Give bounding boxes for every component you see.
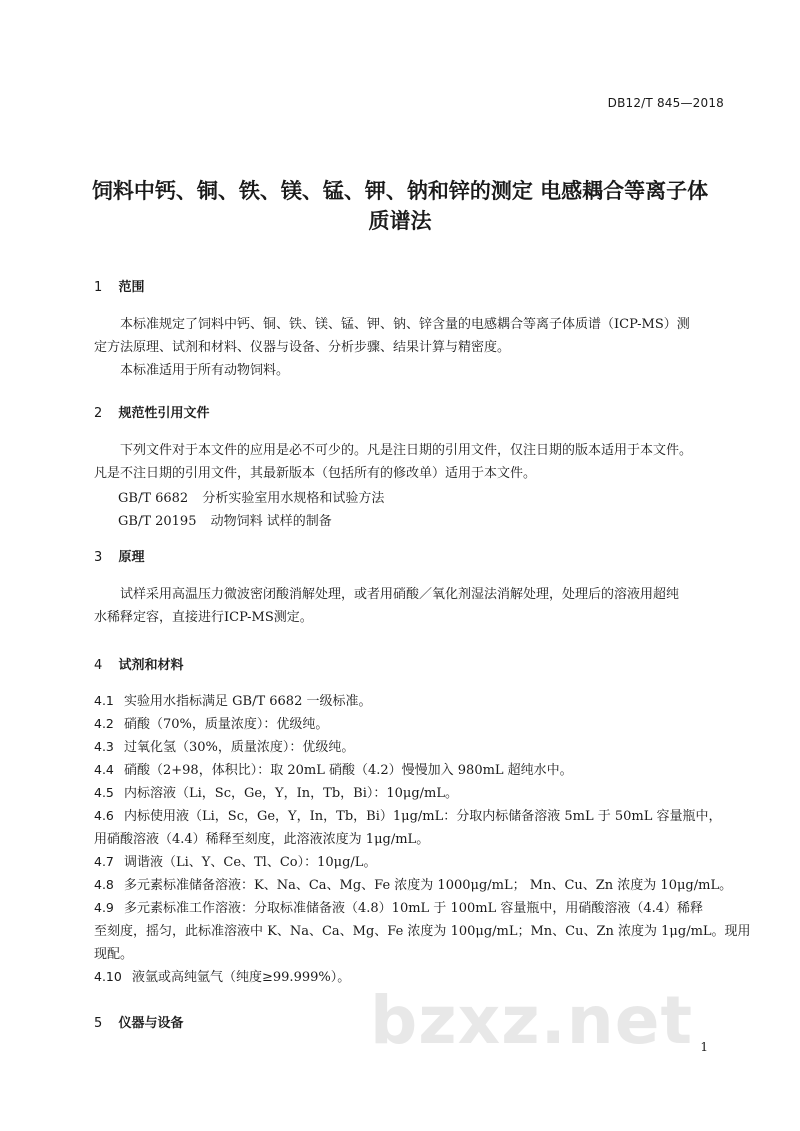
item-text: 调谐液（Li、Y、Ce、Tl、Co）：10μg/L。 (124, 855, 377, 870)
page-number: 1 (700, 1040, 708, 1054)
item-number: 4.5 (94, 785, 114, 800)
reference-title: 分析实验室用水规格和试验方法 (202, 491, 385, 506)
paragraph-line: 试样采用高温压力微波密闭酸消解处理，或者用硝酸／氧化剂湿法消解处理，处理后的溶液用超纯 (120, 587, 680, 602)
standard-code: DB12/T 845—2018 (607, 96, 724, 110)
item-text: 多元素标准工作溶液：分取标准储备液（4.8）10mL 于 100mL 容量瓶中，用硝酸溶液（4.4）稀释 (124, 901, 704, 916)
list-item (94, 712, 724, 736)
reference-code: GB/T 20195 (118, 514, 197, 529)
paragraph-line: 水稀释定容，直接进行ICP-MS测定。 (94, 610, 313, 625)
section-2-body (94, 439, 724, 485)
section-5-heading (94, 1012, 184, 1031)
item-text: 内标使用液（Li，Sc，Ge，Y，In，Tb，Bi）1μg/mL：分取内标储备溶液 5mL 于 50mL 容量瓶中， (124, 809, 722, 824)
list-item (94, 896, 751, 966)
item-text: 过氧化氢（30%，质量浓度）：优级纯。 (124, 740, 355, 755)
item-text: 多元素标准储备溶液：K、Na、Ca、Mg、Fe 浓度为 1000μg/mL； Mn、Cu、Zn 浓度为 10μg/mL。 (124, 878, 733, 893)
paragraph-line: 本标准适用于所有动物饲料。 (120, 363, 290, 378)
paragraph-line: 下列文件对于本文件的应用是必不可少的。凡是注日期的引用文件，仅注日期的版本适用于本文件。 (120, 443, 693, 458)
item-text-continued: 现配。 (94, 947, 134, 962)
item-number: 4.3 (94, 739, 114, 754)
list-item (94, 781, 724, 805)
section-title: 试剂和材料 (118, 658, 184, 673)
paragraph-line: 定方法原理、试剂和材料、仪器与设备、分析步骤、结果计算与精密度。 (94, 340, 511, 355)
item-number: 4.9 (94, 900, 114, 915)
section-title: 范围 (118, 280, 145, 295)
item-number: 4.10 (94, 969, 122, 984)
item-text: 内标溶液（Li，Sc，Ge，Y，In，Tb，Bi）：10μg/mL。 (124, 786, 459, 801)
watermark: bzxz.net (370, 982, 694, 1059)
section-1-heading (94, 276, 145, 295)
document-title (70, 176, 730, 236)
section-title: 仪器与设备 (118, 1016, 184, 1031)
paragraph-line: 本标准规定了饲料中钙、铜、铁、镁、锰、钾、钠、锌含量的电感耦合等离子体质谱（ICP-MS）测 (120, 317, 690, 332)
section-4-heading (94, 654, 184, 673)
list-item (94, 735, 724, 759)
section-3-heading (94, 546, 145, 565)
reference-code: GB/T 6682 (118, 491, 189, 506)
section-3-body (94, 583, 724, 629)
item-number: 4.4 (94, 762, 114, 777)
section-title: 原理 (118, 550, 145, 565)
item-number: 4.2 (94, 716, 114, 731)
item-number: 4.1 (94, 693, 114, 708)
item-number: 4.7 (94, 854, 114, 869)
item-text: 硝酸（2+98，体积比）：取 20mL 硝酸（4.2）慢慢加入 980mL 超纯水中。 (124, 763, 573, 778)
list-item (94, 758, 724, 782)
section-title: 规范性引用文件 (118, 406, 210, 421)
section-1-body (94, 313, 724, 382)
list-item (94, 873, 733, 897)
section-number: 1 (94, 280, 103, 295)
section-number: 5 (94, 1016, 103, 1031)
section-number: 3 (94, 550, 103, 565)
section-2-heading (94, 402, 210, 421)
section-number: 4 (94, 658, 103, 673)
item-text: 液氩或高纯氩气（纯度≥99.999%）。 (132, 970, 351, 985)
list-item (94, 850, 724, 874)
item-number: 4.8 (94, 877, 114, 892)
item-text: 硝酸（70%，质量浓度）：优级纯。 (124, 717, 329, 732)
item-number: 4.6 (94, 808, 114, 823)
title-line-2: 质谱法 (368, 209, 432, 233)
list-item (94, 689, 724, 713)
paragraph-line: 凡是不注日期的引用文件，其最新版本（包括所有的修改单）适用于本文件。 (94, 466, 537, 481)
list-item (94, 804, 724, 851)
normative-reference (118, 510, 332, 529)
title-line-1: 饲料中钙、铜、铁、镁、锰、钾、钠和锌的测定 电感耦合等离子体 (91, 179, 709, 203)
reference-title: 动物饲料 试样的制备 (210, 514, 332, 529)
section-number: 2 (94, 406, 103, 421)
item-text: 实验用水指标满足 GB/T 6682 一级标准。 (124, 694, 372, 709)
item-text-continued: 用硝酸溶液（4.4）稀释至刻度，此溶液浓度为 1μg/mL。 (94, 832, 430, 847)
item-text-continued: 至刻度，摇匀，此标准溶液中 K、Na、Ca、Mg、Fe 浓度为 100μg/mL；Mn、Cu、Zn 浓度为 1μg/mL。现用 (94, 924, 751, 939)
normative-reference (118, 487, 384, 506)
